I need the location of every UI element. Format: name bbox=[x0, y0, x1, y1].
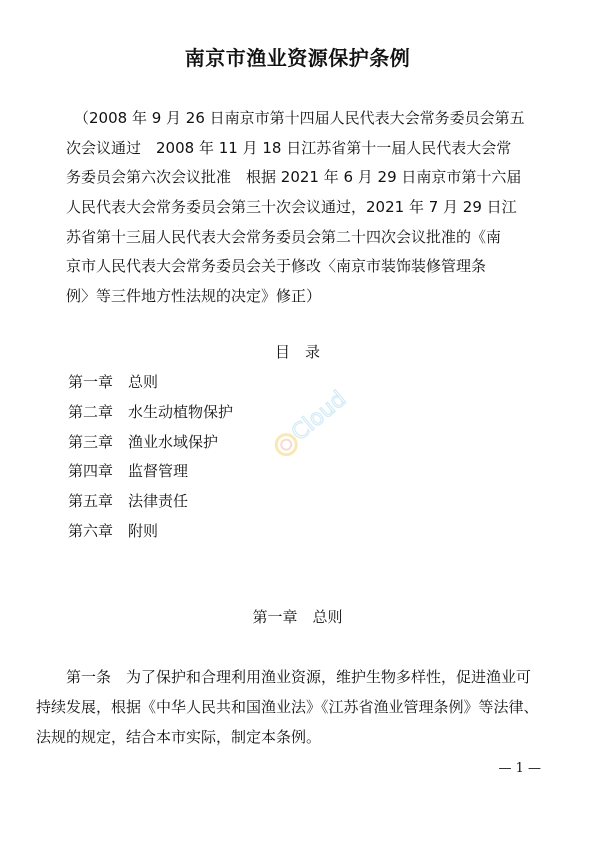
toc-item-chapter-3: 第三章 渔业水域保护 bbox=[68, 433, 219, 451]
cloud-logo-icon bbox=[258, 380, 353, 465]
preamble-line: 务委员会第六次会议批准 根据 2021 年 6 月 29 日南京市第十六届 bbox=[66, 168, 522, 186]
article-line: 持续发展，根据《中华人民共和国渔业法》《江苏省渔业管理条例》等法律、 bbox=[36, 698, 539, 716]
toc-item-chapter-2: 第二章 水生动植物保护 bbox=[68, 403, 234, 421]
cloud-watermark bbox=[258, 380, 353, 465]
toc-item-chapter-5: 第五章 法律责任 bbox=[68, 492, 189, 510]
preamble-line: 次会议通过 2008 年 11 月 18 日江苏省第十一届人民代表大会常 bbox=[66, 139, 512, 157]
toc-item-chapter-1: 第一章 总则 bbox=[68, 373, 159, 391]
watermark-text: Cloud bbox=[287, 386, 352, 447]
article-line: 法规的规定，结合本市实际，制定本条例。 bbox=[36, 728, 322, 746]
toc-item-chapter-4: 第四章 监督管理 bbox=[68, 462, 189, 480]
preamble-line: （2008 年 9 月 26 日南京市第十四届人民代表大会常务委员会第五 bbox=[74, 109, 525, 127]
article-line: 第一条 为了保护和合理利用渔业资源，维护生物多样性，促进渔业可 bbox=[66, 668, 532, 686]
preamble-line: 人民代表大会常务委员会第三十次会议通过，2021 年 7 月 29 日江 bbox=[66, 198, 517, 216]
logo-inner-ring bbox=[279, 438, 293, 452]
chapter-heading: 第一章 总则 bbox=[252, 608, 343, 626]
document-title: 南京市渔业资源保护条例 bbox=[184, 46, 411, 70]
preamble-line: 京市人民代表大会常务委员会关于修改〈南京市装饰装修管理条 bbox=[66, 257, 487, 275]
toc-item-chapter-6: 第六章 附则 bbox=[68, 522, 159, 540]
preamble-line: 例〉等三件地方性法规的决定》修正） bbox=[66, 287, 322, 305]
toc-heading: 目 录 bbox=[274, 343, 320, 361]
page-number: — 1 — bbox=[498, 761, 541, 776]
preamble-line: 苏省第十三届人民代表大会常务委员会第二十四次会议批准的《南 bbox=[66, 228, 502, 246]
